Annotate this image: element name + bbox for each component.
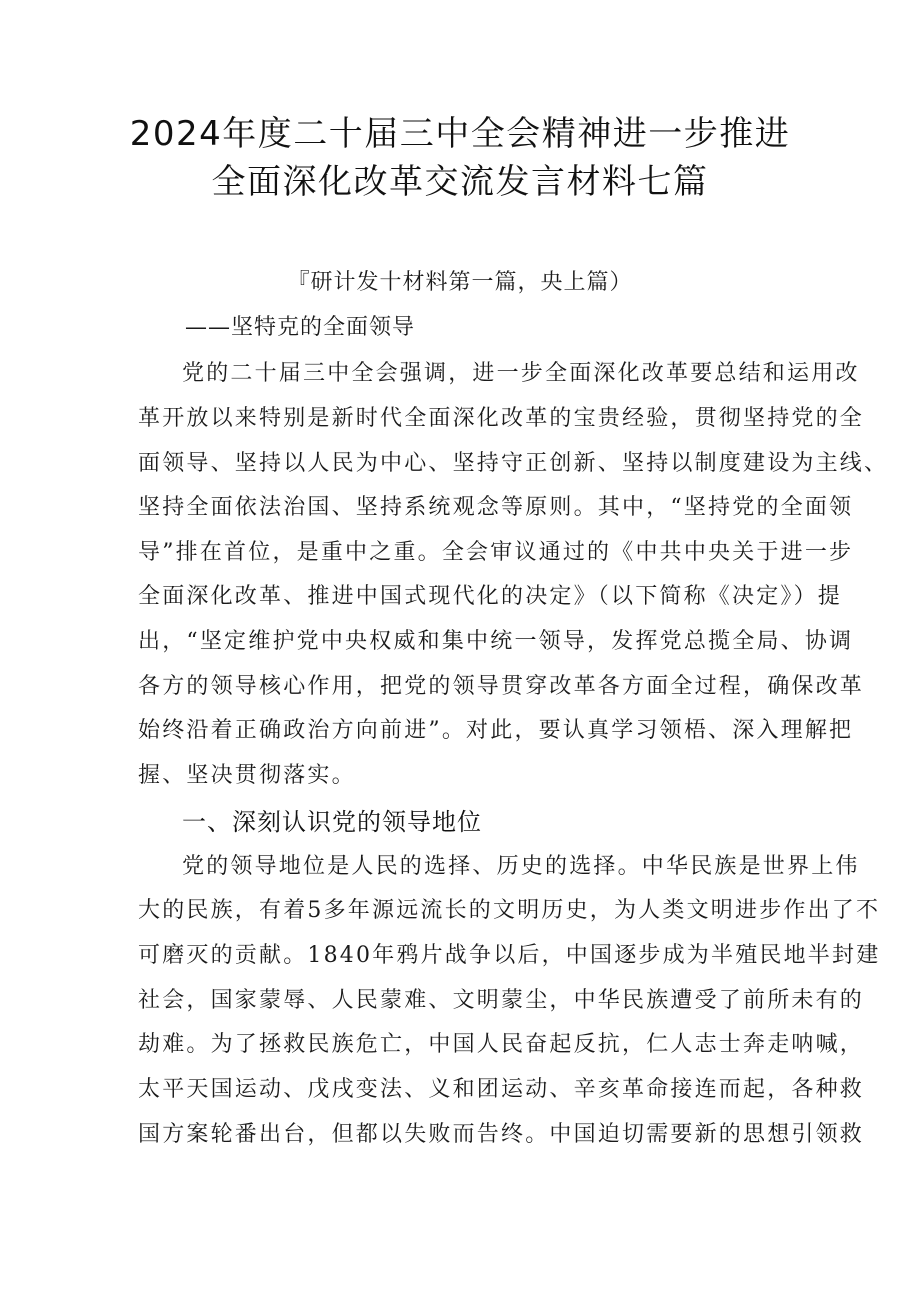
paragraph-line: 革开放以来特别是新时代全面深化改革的宝贵经验，贯彻坚持党的全 <box>138 406 865 431</box>
paragraph-line: 可磨灭的贡献。1840年鸦片战争以后，中国逐步成为半殖民地半封建 <box>138 943 881 968</box>
section-heading-1: 一、深刻认识党的领导地位 <box>182 808 482 836</box>
paragraph-line: 社会，国家蒙辱、人民蒙难、文明蒙尘，中华民族遭受了前所未有的 <box>138 988 865 1013</box>
paragraph-line: 握、坚决贯彻落实。 <box>138 763 356 788</box>
paragraph-line: 大的民族，有着5多年源远流长的文明历史，为人类文明进步作出了不 <box>138 898 881 923</box>
paragraph-line: 出，“坚定维护党中央权威和集中统一领导，发挥党总揽全局、协调 <box>138 629 854 654</box>
paragraph-line: 始终沿着正确政治方向前进”。对此，要认真学习领梧、深入理解把 <box>138 718 854 743</box>
paragraph-line: 劫难。为了拯救民族危亡，中国人民奋起反抗，仁人志士奔走呐喊， <box>138 1032 865 1057</box>
paragraph-line: 党的二十届三中全会强调，进一步全面深化改革要总结和运用改 <box>182 361 860 386</box>
paragraph-line: 坚持全面依法治国、坚持系统观念等原则。其中，“坚持党的全面领 <box>138 495 854 520</box>
document-subtitle: 『研计发十材料第一篇，央上篇） <box>287 270 633 295</box>
document-title-line-1: 2024年度二十届三中全会精神进一步推进 <box>129 114 791 154</box>
paragraph-line: 全面深化改革、推进中国式现代化的决定》（以下简称《决定》）提 <box>138 584 843 609</box>
document-title-line-2: 全面深化改革交流发言材料七篇 <box>211 162 709 202</box>
paragraph-line: 太平天国运动、戊戌变法、义和团运动、辛亥革命接连而起，各种救 <box>138 1077 865 1102</box>
paragraph-line: 党的领导地位是人民的选择、历史的选择。中华民族是世界上伟 <box>182 854 860 879</box>
paragraph-line: 各方的领导核心作用，把党的领导贯穿改革各方面全过程，确保改革 <box>138 674 865 699</box>
paragraph-line: 国方案轮番出台，但都以失败而告终。中国迫切需要新的思想引领救 <box>138 1122 865 1147</box>
section-dash-title: ——坚特克的全面领导 <box>185 315 416 340</box>
paragraph-line: 导”排在首位，是重中之重。全会审议通过的《中共中央关于进一步 <box>138 540 854 565</box>
paragraph-line: 面领导、坚持以人民为中心、坚持守正创新、坚持以制度建设为主线、 <box>138 451 889 476</box>
